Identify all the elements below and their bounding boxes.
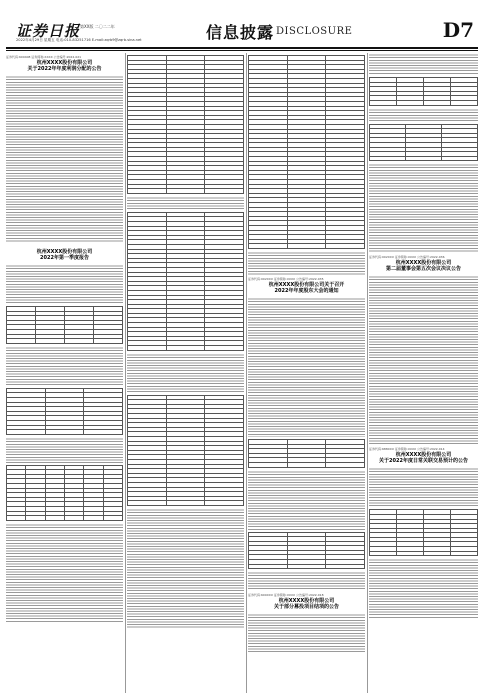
column-divider — [367, 53, 368, 693]
article-heading: 杭州XXXX股份有限公司 — [36, 249, 93, 255]
article-meta: 证券代码:600408 证券简称:XXXX 公告编号:2022-021 — [6, 55, 82, 59]
article-body-text — [127, 508, 244, 628]
column-divider — [246, 53, 247, 693]
article-body-text — [127, 196, 244, 210]
article-heading: 2022年年度股东大会的通知 — [274, 287, 339, 294]
shareholder-table — [6, 465, 123, 521]
article-body-text — [6, 264, 123, 304]
financial-table — [6, 388, 123, 435]
financial-table — [369, 77, 478, 106]
article-heading: 杭州XXXX股份有限公司 — [395, 260, 452, 267]
article-body-text — [6, 523, 123, 623]
column-4 — [369, 53, 478, 693]
column-2 — [127, 53, 244, 693]
article-body-text — [6, 437, 123, 463]
article-heading: 杭州XXXX股份有限公司关于召开 — [268, 281, 345, 288]
article-heading: 关于2022年度日常关联交易预计的公告 — [379, 458, 468, 465]
header-rule — [6, 47, 478, 49]
balance-sheet-table — [127, 55, 244, 194]
article-body-text — [6, 75, 123, 243]
proposal-table — [248, 439, 365, 468]
article-heading: 杭州XXXX股份有限公司 — [395, 452, 452, 459]
newspaper-logo: 证券日报 — [16, 22, 81, 40]
article-heading: 2022年第一季度报告 — [40, 255, 89, 261]
proposal-table — [248, 532, 365, 570]
financial-table — [369, 124, 478, 162]
article-heading: 关于2022年年度利润分配的公告 — [27, 66, 102, 72]
cash-flow-table — [127, 395, 244, 506]
column-1 — [6, 53, 123, 693]
article-body-text — [369, 467, 478, 507]
article-body-text — [369, 53, 478, 75]
article-meta: 证券代码:600XXX 证券简称:XXXX 公告编号:2022-018 — [248, 593, 324, 598]
article-heading: 杭州XXXX股份有限公司 — [278, 598, 335, 605]
masthead — [6, 18, 478, 46]
article-meta: 证券代码:688XXX 证券简称:XXXX 公告编号:2022-014 — [369, 447, 445, 452]
article-body-text — [369, 108, 478, 122]
article-body-text — [248, 297, 365, 437]
article-body-text — [369, 163, 478, 253]
article-heading: 杭州XXXX股份有限公司 — [36, 60, 93, 66]
article-body-text — [369, 558, 478, 618]
page-number: D7 — [442, 18, 474, 42]
column-divider — [125, 53, 126, 693]
financial-table — [248, 55, 365, 249]
header-rule-thin — [6, 50, 478, 51]
article-body-text — [248, 470, 365, 530]
article-meta: 证券代码:002XXX 证券简称:XXXX 公告编号:2022-036 — [369, 255, 445, 260]
article-meta: 证券代码:002XXX 证券简称:XXXX 公告编号:2022-035 — [248, 276, 324, 281]
article-body-text — [369, 275, 478, 445]
article-heading: 第二届董事会第五次会议决议公告 — [385, 266, 461, 273]
article-body-text — [248, 251, 365, 275]
financial-table — [6, 306, 123, 344]
article-body-text — [248, 613, 365, 653]
article-body-text — [6, 346, 123, 386]
article-body-text — [127, 353, 244, 393]
article-heading: 关于部分募投项目结项的公告 — [273, 604, 339, 611]
related-transaction-table — [369, 509, 478, 556]
column-3 — [248, 53, 365, 693]
income-statement-table — [127, 212, 244, 351]
edition-info: 第XX版 二〇二二年 — [80, 24, 115, 29]
section-title-en: DISCLOSURE — [276, 26, 353, 37]
section-title: 信息披露 — [206, 23, 275, 42]
date-line: 2022年4月29日 星期五 电话:010-83251716 E-mail:zqrb9@zqrb.sina.net — [16, 38, 142, 42]
article-body-text — [248, 571, 365, 591]
